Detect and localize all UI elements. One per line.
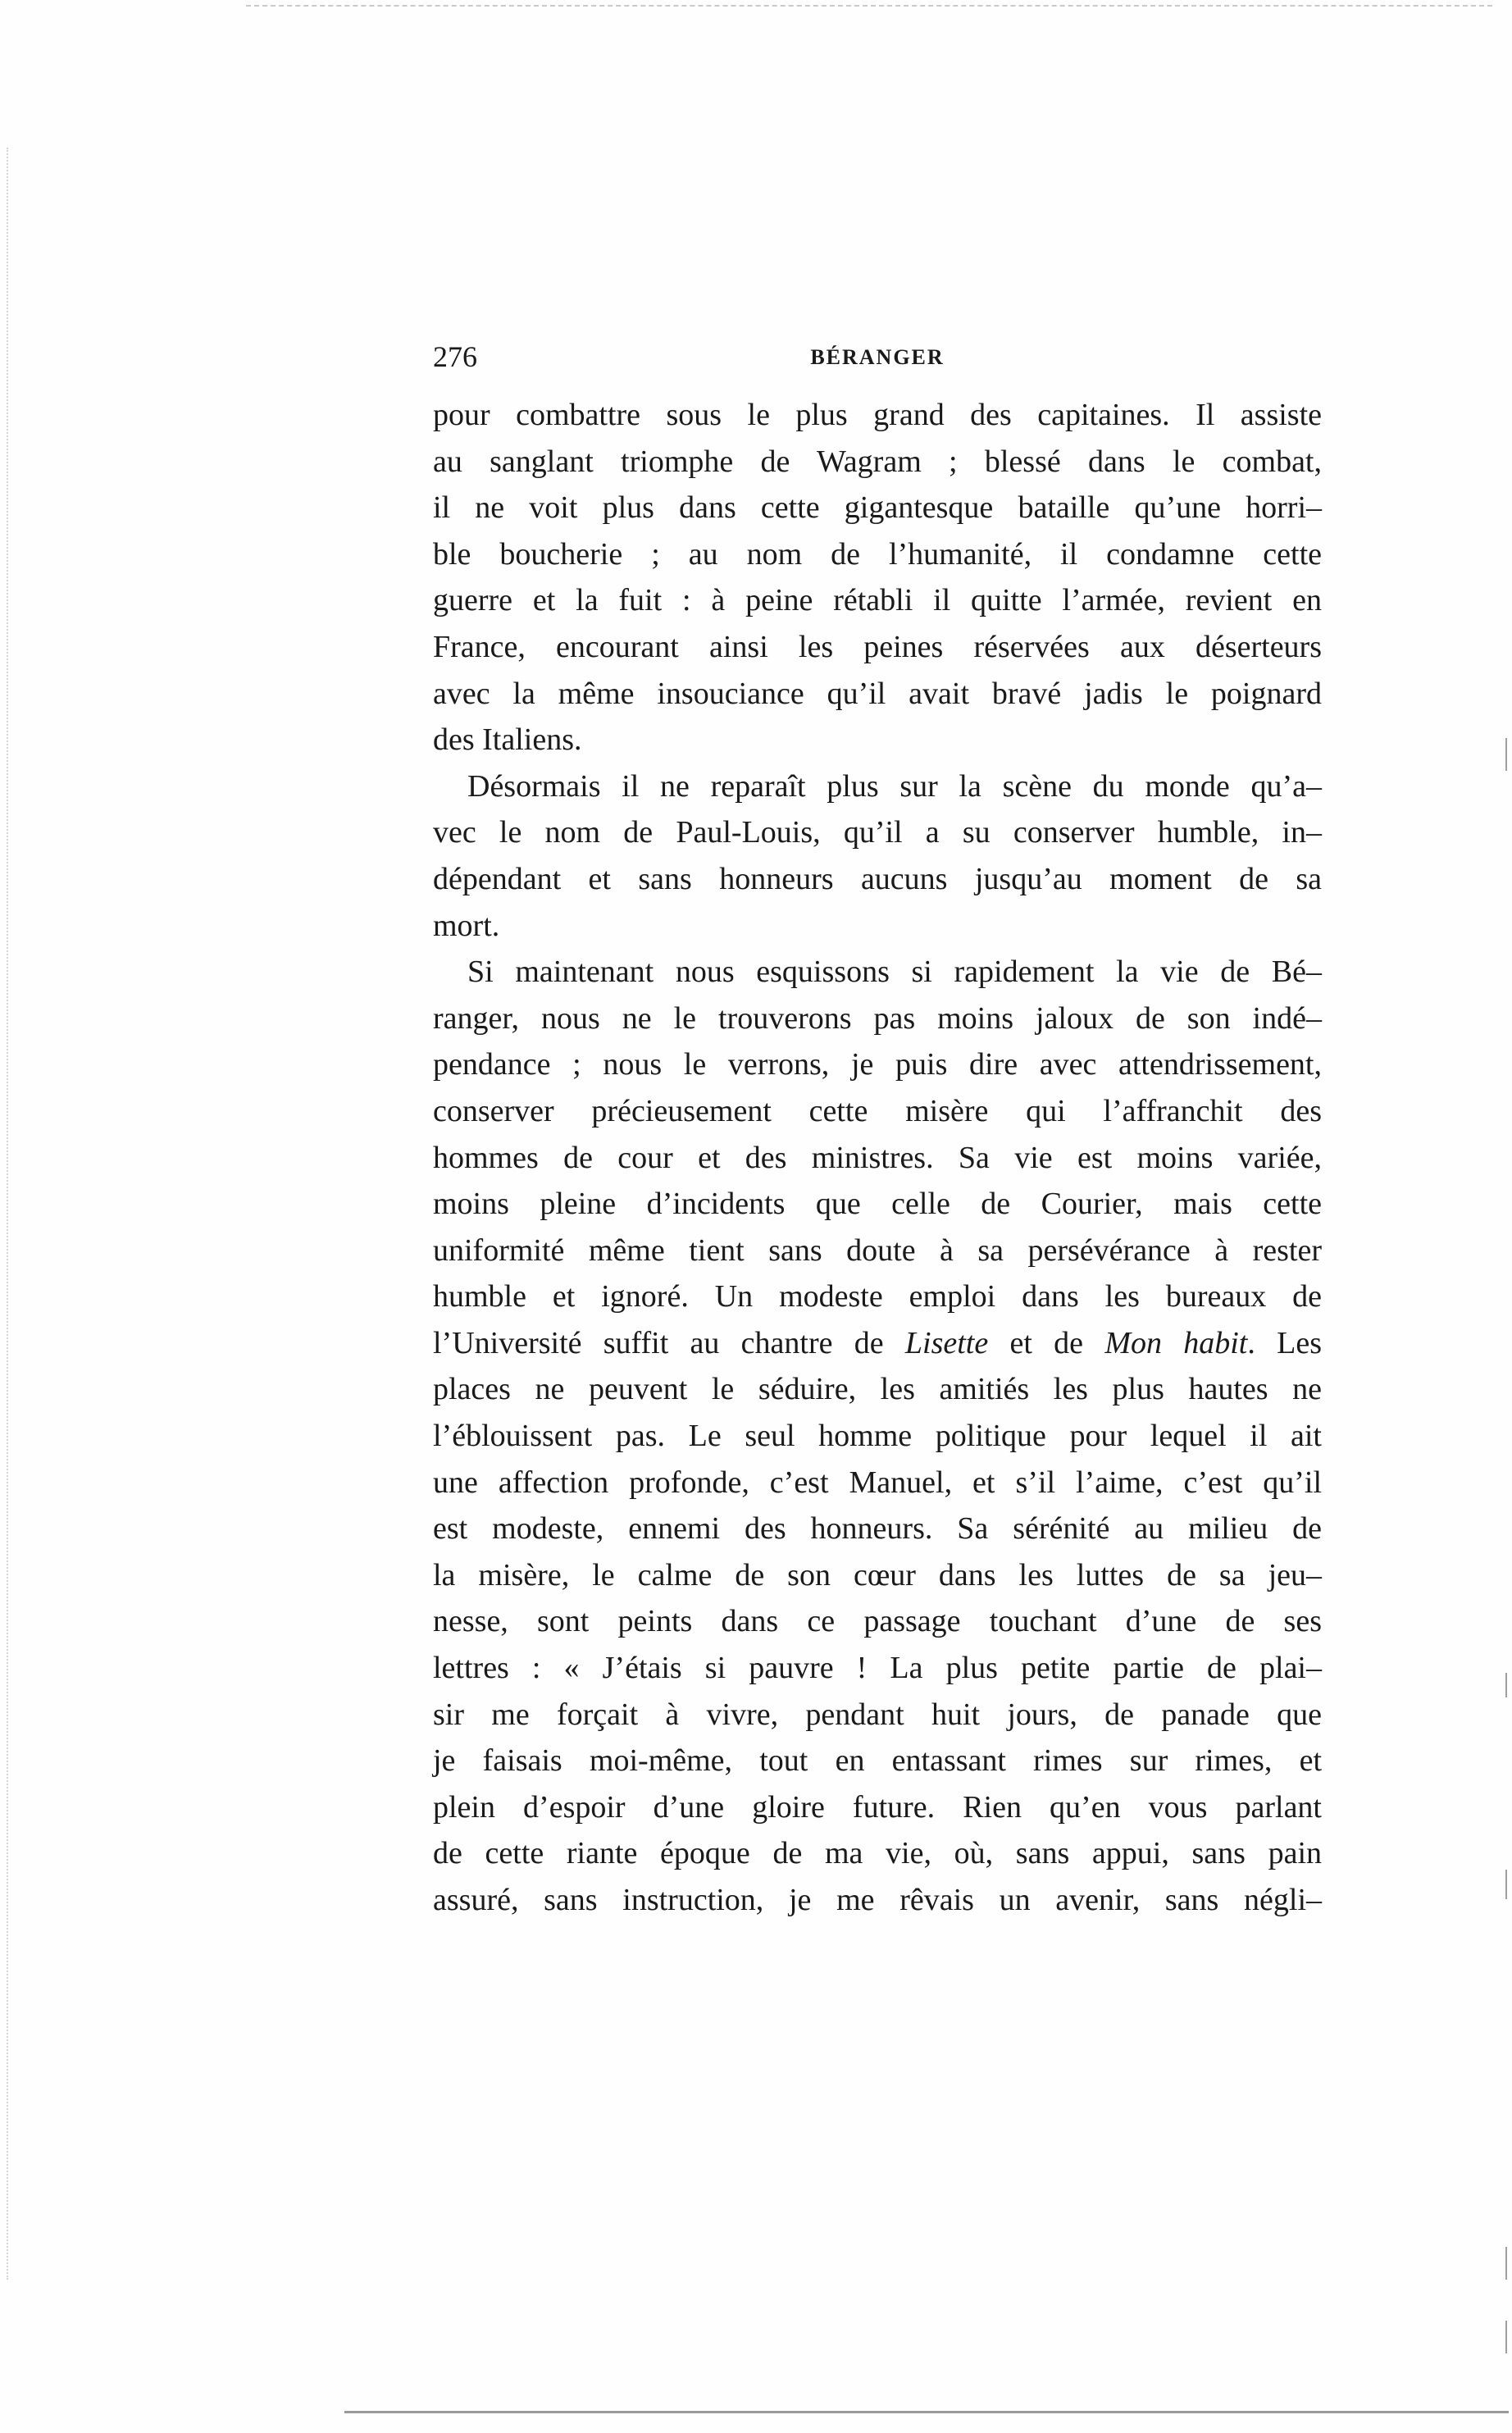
- text-line: uniformité même tient sans doute à sa persévérance à rester: [433, 1232, 1322, 1268]
- text-line: humble et ignoré. Un modeste emploi dans les bureaux de: [433, 1279, 1322, 1314]
- running-title: BÉRANGER: [810, 345, 945, 369]
- text-line: pendance ; nous le verrons, je puis dire avec attendrissement,: [433, 1047, 1322, 1082]
- text-line: assuré, sans instruction, je me rêvais un avenir, sans négli–: [433, 1883, 1322, 1917]
- text-line: vec le nom de Paul-Louis, qu’il a su conserver humble, in–: [433, 815, 1322, 850]
- text-line: moins pleine d’incidents que celle de Courier, mais cette: [433, 1187, 1322, 1222]
- text-line: sir me forçait à vivre, pendant huit jours, de panade que: [433, 1697, 1322, 1732]
- text-line: places ne peuvent le séduire, les amitiés les plus hautes ne: [433, 1372, 1322, 1407]
- page-number: 276: [433, 340, 477, 373]
- text-line: ble boucherie ; au nom de l’humanité, il condamne cette: [433, 536, 1322, 572]
- text-line: est modeste, ennemi des honneurs. Sa sérénité au milieu de: [433, 1511, 1322, 1547]
- scan-mark: [1505, 738, 1507, 771]
- text-line: dépendant et sans honneurs aucuns jusqu’au moment de sa: [433, 861, 1322, 896]
- text-line: avec la même insouciance qu’il avait bravé jadis le poignard: [433, 676, 1322, 711]
- text-line: conserver précieusement cette misère qui l’affranchit des: [433, 1093, 1322, 1128]
- italic-title: Mon habit: [1104, 1325, 1248, 1360]
- text-line: Si maintenant nous esquissons si rapidement la vie de Bé–: [467, 955, 1322, 990]
- text-line: au sanglant triomphe de Wagram ; blessé dans le combat,: [433, 444, 1322, 479]
- scan-mark: [1505, 2247, 1507, 2280]
- scan-mark: [1505, 1870, 1507, 1899]
- scan-edge-bottom: [344, 2411, 1509, 2413]
- scan-mark: [1505, 2321, 1507, 2353]
- italic-title: Lisette: [904, 1325, 989, 1360]
- text-line: ranger, nous ne le trouverons pas moins jaloux de son indé–: [433, 1000, 1322, 1036]
- text-line: [433, 1320, 1322, 1367]
- text-line: la misère, le calme de son cœur dans les luttes de sa jeu–: [433, 1557, 1322, 1592]
- text-fragment: et de: [988, 1325, 1105, 1360]
- scan-edge-left: [7, 148, 8, 2280]
- body-text: [433, 392, 1322, 1924]
- text-line: je faisais moi-même, tout en entassant rimes sur rimes, et: [433, 1743, 1322, 1779]
- text-line: des Italiens.: [433, 722, 582, 758]
- text-fragment: l’Université suffit au chantre de: [433, 1325, 905, 1360]
- text-line: Désormais il ne reparaît plus sur la scène du monde qu’a–: [467, 768, 1322, 804]
- text-line: France, encourant ainsi les peines réservées aux déserteurs: [433, 629, 1322, 664]
- text-line: une affection profonde, c’est Manuel, et s’il l’aime, c’est qu’il: [433, 1465, 1322, 1500]
- text-line: il ne voit plus dans cette gigantesque bataille qu’une horri–: [433, 490, 1322, 526]
- text-line: pour combattre sous le plus grand des capitaines. Il assiste: [433, 398, 1322, 432]
- page-header: [433, 338, 1322, 377]
- text-line: guerre et la fuit : à peine rétabli il quitte l’armée, revient en: [433, 583, 1322, 618]
- text-line: lettres : « J’étais si pauvre ! La plus petite partie de plai–: [433, 1651, 1322, 1686]
- text-line: l’éblouissent pas. Le seul homme politique pour lequel il ait: [433, 1419, 1322, 1454]
- text-line: nesse, sont peints dans ce passage touchant d’une de ses: [433, 1604, 1322, 1639]
- scan-mark: [1505, 1673, 1507, 1697]
- text-line: de cette riante époque de ma vie, où, sans appui, sans pain: [433, 1836, 1322, 1871]
- text-line: hommes de cour et des ministres. Sa vie est moins variée,: [433, 1140, 1322, 1175]
- text-line: plein d’espoir d’une gloire future. Rien qu’en vous parlant: [433, 1789, 1322, 1825]
- scan-edge-top: [246, 5, 1492, 7]
- text-fragment: . Les: [1247, 1325, 1322, 1360]
- text-line: mort.: [433, 908, 500, 943]
